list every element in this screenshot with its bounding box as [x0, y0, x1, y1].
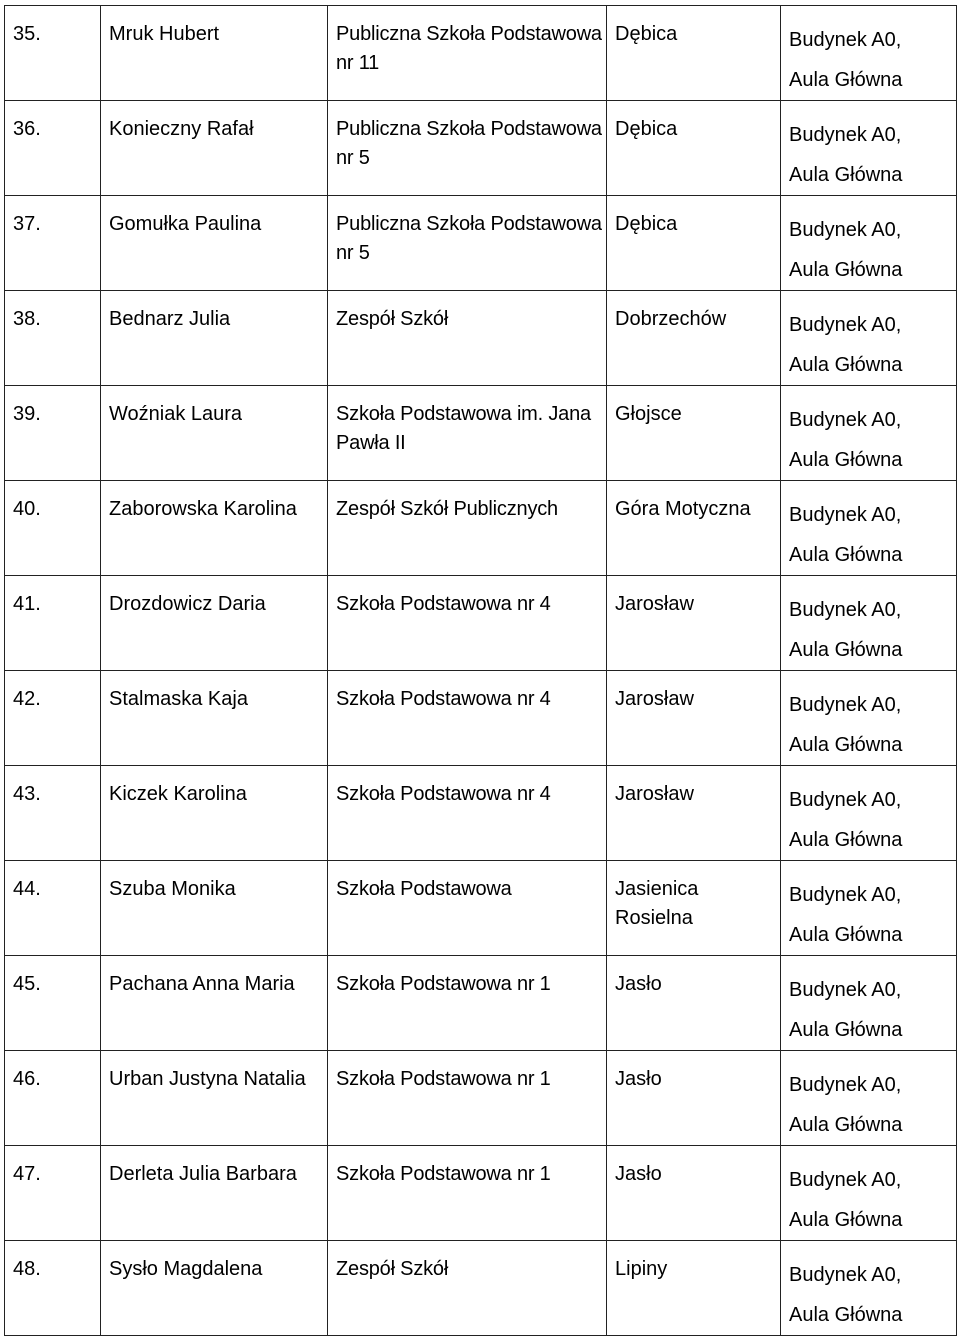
city-name: Dębica	[615, 118, 678, 140]
location	[781, 671, 956, 765]
row-number: 39.	[13, 403, 41, 425]
participant-name-cell	[101, 196, 328, 291]
room-label: Aula Główna	[789, 1114, 903, 1136]
location-cell	[781, 576, 957, 671]
participant-name-cell	[101, 291, 328, 386]
room-label: Aula Główna	[789, 69, 903, 91]
location-cell	[781, 1051, 957, 1146]
city-name-cell	[607, 101, 781, 196]
building-label: Budynek A0,	[789, 29, 902, 51]
row-number: 44.	[13, 878, 41, 900]
city-name-cell	[607, 956, 781, 1051]
table-row	[5, 196, 957, 291]
table-row	[5, 481, 957, 576]
table-body	[5, 6, 957, 1336]
location-cell	[781, 1146, 957, 1241]
participant-name: Zaborowska Karolina	[109, 498, 297, 520]
building-label: Budynek A0,	[789, 1169, 902, 1191]
school-name: Publiczna Szkoła Podstawowa nr 11	[336, 23, 602, 74]
school-name-cell	[328, 1051, 607, 1146]
participant-name: Stalmaska Kaja	[109, 688, 248, 710]
school-name-cell	[328, 481, 607, 576]
school-name-cell	[328, 576, 607, 671]
building-label: Budynek A0,	[789, 219, 902, 241]
row-number: 35.	[13, 23, 41, 45]
row-number: 47.	[13, 1163, 41, 1185]
school-name-cell	[328, 386, 607, 481]
location-cell	[781, 1241, 957, 1336]
row-number: 42.	[13, 688, 41, 710]
row-number-cell	[5, 1241, 101, 1336]
location-cell	[781, 101, 957, 196]
participant-name-cell	[101, 671, 328, 766]
location	[781, 386, 956, 480]
location-cell	[781, 956, 957, 1051]
city-name: Dębica	[615, 23, 678, 45]
location-cell	[781, 481, 957, 576]
city-name-cell	[607, 6, 781, 101]
location	[781, 766, 956, 860]
building-label: Budynek A0,	[789, 789, 902, 811]
row-number-cell	[5, 861, 101, 956]
city-name-cell	[607, 766, 781, 861]
city-name-cell	[607, 291, 781, 386]
location	[781, 1241, 956, 1335]
school-name: Zespół Szkół Publicznych	[336, 498, 558, 520]
room-label: Aula Główna	[789, 1304, 903, 1326]
table-row	[5, 291, 957, 386]
school-name-cell	[328, 671, 607, 766]
city-name-cell	[607, 481, 781, 576]
location	[781, 6, 956, 100]
room-label: Aula Główna	[789, 544, 903, 566]
school-name: Szkoła Podstawowa nr 4	[336, 593, 551, 615]
participant-name-cell	[101, 481, 328, 576]
city-name: Głojsce	[615, 403, 682, 425]
school-name: Szkoła Podstawowa nr 4	[336, 688, 551, 710]
participant-name: Urban Justyna Natalia	[109, 1068, 306, 1090]
school-name: Szkoła Podstawowa	[336, 878, 512, 900]
row-number-cell	[5, 671, 101, 766]
row-number-cell	[5, 766, 101, 861]
location	[781, 196, 956, 290]
school-name: Szkoła Podstawowa nr 4	[336, 783, 551, 805]
participant-name: Drozdowicz Daria	[109, 593, 266, 615]
row-number-cell	[5, 1146, 101, 1241]
city-name: Jasło	[615, 1163, 662, 1185]
city-name: Góra Motyczna	[615, 498, 751, 520]
row-number: 45.	[13, 973, 41, 995]
participant-name: Konieczny Rafał	[109, 118, 254, 140]
row-number: 43.	[13, 783, 41, 805]
row-number-cell	[5, 291, 101, 386]
participant-name-cell	[101, 861, 328, 956]
room-label: Aula Główna	[789, 354, 903, 376]
city-name-cell	[607, 386, 781, 481]
city-name-cell	[607, 1146, 781, 1241]
row-number-cell	[5, 6, 101, 101]
school-name: Szkoła Podstawowa nr 1	[336, 1163, 551, 1185]
building-label: Budynek A0,	[789, 694, 902, 716]
participant-name: Gomułka Paulina	[109, 213, 262, 235]
school-name-cell	[328, 101, 607, 196]
participant-name-cell	[101, 1146, 328, 1241]
building-label: Budynek A0,	[789, 884, 902, 906]
school-name-cell	[328, 861, 607, 956]
city-name-cell	[607, 196, 781, 291]
location-cell	[781, 766, 957, 861]
row-number: 40.	[13, 498, 41, 520]
school-name-cell	[328, 196, 607, 291]
room-label: Aula Główna	[789, 259, 903, 281]
participant-name-cell	[101, 101, 328, 196]
building-label: Budynek A0,	[789, 409, 902, 431]
location	[781, 861, 956, 955]
school-name: Szkoła Podstawowa im. Jana Pawła II	[336, 403, 591, 454]
city-name: Dębica	[615, 213, 678, 235]
participant-name: Pachana Anna Maria	[109, 973, 295, 995]
building-label: Budynek A0,	[789, 1074, 902, 1096]
location-cell	[781, 861, 957, 956]
row-number-cell	[5, 386, 101, 481]
table-row	[5, 1051, 957, 1146]
participant-name-cell	[101, 956, 328, 1051]
row-number-cell	[5, 481, 101, 576]
participant-name-cell	[101, 766, 328, 861]
room-label: Aula Główna	[789, 1209, 903, 1231]
row-number: 36.	[13, 118, 41, 140]
table-row	[5, 1146, 957, 1241]
building-label: Budynek A0,	[789, 599, 902, 621]
city-name: Lipiny	[615, 1258, 668, 1280]
location	[781, 576, 956, 670]
city-name-cell	[607, 861, 781, 956]
city-name: Jarosław	[615, 688, 694, 710]
city-name: Jarosław	[615, 593, 694, 615]
table-row	[5, 861, 957, 956]
city-name-cell	[607, 671, 781, 766]
location-cell	[781, 386, 957, 481]
participants-table	[4, 5, 957, 1336]
row-number-cell	[5, 956, 101, 1051]
school-name: Zespół Szkół	[336, 308, 449, 330]
school-name: Szkoła Podstawowa nr 1	[336, 1068, 551, 1090]
row-number: 38.	[13, 308, 41, 330]
location	[781, 101, 956, 195]
building-label: Budynek A0,	[789, 979, 902, 1001]
room-label: Aula Główna	[789, 829, 903, 851]
room-label: Aula Główna	[789, 734, 903, 756]
school-name: Publiczna Szkoła Podstawowa nr 5	[336, 213, 602, 264]
table-row	[5, 1241, 957, 1336]
row-number-cell	[5, 196, 101, 291]
location-cell	[781, 291, 957, 386]
table-row	[5, 766, 957, 861]
city-name: Jasienica Rosielna	[615, 878, 699, 929]
participant-name: Woźniak Laura	[109, 403, 243, 425]
location-cell	[781, 671, 957, 766]
table-row	[5, 6, 957, 101]
participant-name-cell	[101, 1051, 328, 1146]
row-number: 48.	[13, 1258, 41, 1280]
room-label: Aula Główna	[789, 1019, 903, 1041]
table-row	[5, 576, 957, 671]
school-name-cell	[328, 1146, 607, 1241]
building-label: Budynek A0,	[789, 1264, 902, 1286]
room-label: Aula Główna	[789, 924, 903, 946]
participant-name-cell	[101, 1241, 328, 1336]
row-number: 37.	[13, 213, 41, 235]
table-row	[5, 386, 957, 481]
row-number-cell	[5, 1051, 101, 1146]
school-name: Szkoła Podstawowa nr 1	[336, 973, 551, 995]
row-number: 41.	[13, 593, 41, 615]
table-row	[5, 956, 957, 1051]
participant-name: Mruk Hubert	[109, 23, 220, 45]
participant-name-cell	[101, 386, 328, 481]
participant-name-cell	[101, 6, 328, 101]
location	[781, 956, 956, 1050]
location	[781, 1051, 956, 1145]
city-name-cell	[607, 576, 781, 671]
table-row	[5, 671, 957, 766]
school-name-cell	[328, 6, 607, 101]
school-name-cell	[328, 956, 607, 1051]
building-label: Budynek A0,	[789, 504, 902, 526]
city-name: Jasło	[615, 973, 662, 995]
participant-name: Kiczek Karolina	[109, 783, 247, 805]
city-name: Jarosław	[615, 783, 694, 805]
room-label: Aula Główna	[789, 164, 903, 186]
location	[781, 481, 956, 575]
row-number-cell	[5, 101, 101, 196]
participant-name: Bednarz Julia	[109, 308, 231, 330]
room-label: Aula Główna	[789, 449, 903, 471]
location	[781, 291, 956, 385]
location-cell	[781, 6, 957, 101]
participant-name: Derleta Julia Barbara	[109, 1163, 297, 1185]
school-name-cell	[328, 1241, 607, 1336]
city-name-cell	[607, 1241, 781, 1336]
row-number: 46.	[13, 1068, 41, 1090]
room-label: Aula Główna	[789, 639, 903, 661]
table-row	[5, 101, 957, 196]
city-name: Jasło	[615, 1068, 662, 1090]
location-cell	[781, 196, 957, 291]
participant-name-cell	[101, 576, 328, 671]
school-name-cell	[328, 291, 607, 386]
participant-name: Sysło Magdalena	[109, 1258, 263, 1280]
school-name-cell	[328, 766, 607, 861]
building-label: Budynek A0,	[789, 124, 902, 146]
city-name-cell	[607, 1051, 781, 1146]
location	[781, 1146, 956, 1240]
school-name: Zespół Szkół	[336, 1258, 449, 1280]
row-number-cell	[5, 576, 101, 671]
participant-name: Szuba Monika	[109, 878, 236, 900]
school-name: Publiczna Szkoła Podstawowa nr 5	[336, 118, 602, 169]
building-label: Budynek A0,	[789, 314, 902, 336]
city-name: Dobrzechów	[615, 308, 727, 330]
